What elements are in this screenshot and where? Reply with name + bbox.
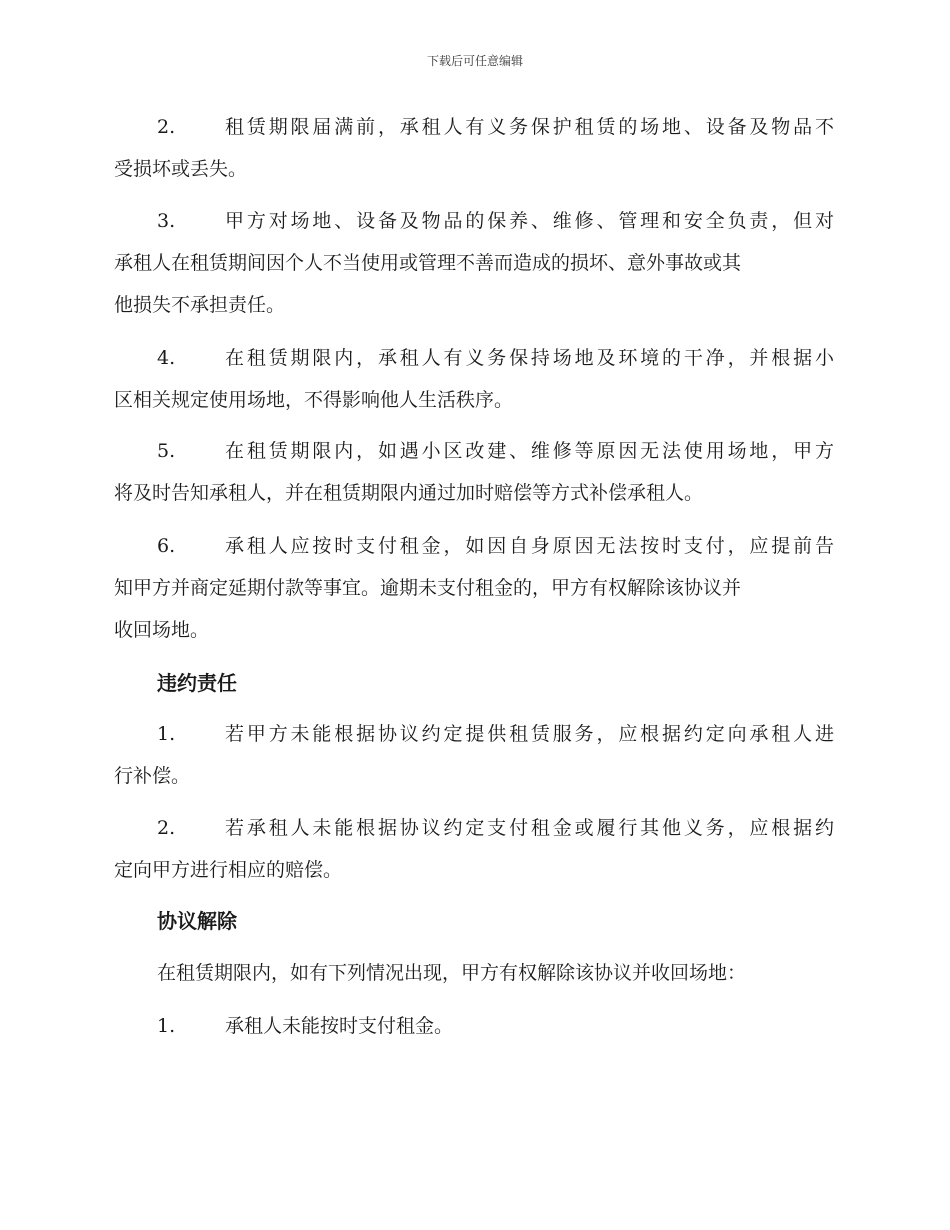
item-text-continued: 行补偿。 (114, 765, 191, 787)
item-text-continued: 他损失不承担责任。 (114, 294, 286, 316)
item-text: 甲方对场地、设备及物品的保养、维修、管理和安全负责，但对 (225, 210, 834, 232)
list-item (114, 1013, 834, 1055)
item-text-continued: 受损坏或丢失。 (114, 158, 248, 180)
item-text: 若甲方未能根据协议约定提供租赁服务，应根据约定向承租人进 (225, 723, 834, 745)
item-text-continued: 收回场地。 (114, 619, 210, 641)
item-number: 2. (157, 817, 176, 839)
section-heading: 协议解除 (157, 909, 237, 933)
section-heading: 违约责任 (157, 671, 237, 695)
item-text: 在租赁期限内，承租人有义务保持场地及环境的干净，并根据小 (225, 347, 834, 369)
item-text: 承租人应按时支付租金，如因自身原因无法按时支付，应提前告 (225, 535, 834, 557)
item-text-continued: 定向甲方进行相应的赔偿。 (114, 859, 343, 881)
item-number: 1. (157, 1015, 176, 1037)
item-text: 在租赁期限内，如遇小区改建、维修等原因无法使用场地，甲方 (225, 440, 834, 462)
list-item (114, 721, 834, 805)
item-number: 4. (157, 347, 176, 369)
item-number: 6. (157, 535, 176, 557)
item-text: 若承租人未能根据协议约定支付租金或履行其他义务，应根据约 (225, 817, 834, 839)
item-text: 承租人未能按时支付租金。 (225, 1015, 454, 1037)
item-number: 2. (157, 116, 176, 138)
list-item (114, 208, 834, 334)
list-item (114, 114, 834, 198)
item-text-continued: 承租人在租赁期间因个人不当使用或管理不善而造成的损坏、意外事故或其 (114, 252, 742, 274)
item-text-continued: 知甲方并商定延期付款等事宜。逾期未支付租金的，甲方有权解除该协议并 (114, 577, 742, 599)
item-number: 3. (157, 210, 176, 232)
item-text: 租赁期限届满前，承租人有义务保护租赁的场地、设备及物品不 (225, 116, 834, 138)
list-item (114, 438, 834, 522)
item-number: 1. (157, 723, 176, 745)
list-item (114, 815, 834, 899)
page-header: 下载后可任意编辑 (426, 54, 523, 68)
item-number: 5. (157, 440, 176, 462)
list-item (114, 533, 834, 659)
list-item (114, 345, 834, 429)
section-intro: 在租赁期限内，如有下列情况出现，甲方有权解除该协议并收回场地： (157, 962, 747, 984)
item-text-continued: 将及时告知承租人，并在租赁期限内通过加时赔偿等方式补偿承租人。 (114, 482, 704, 504)
item-text-continued: 区相关规定使用场地，不得影响他人生活秩序。 (114, 389, 514, 411)
